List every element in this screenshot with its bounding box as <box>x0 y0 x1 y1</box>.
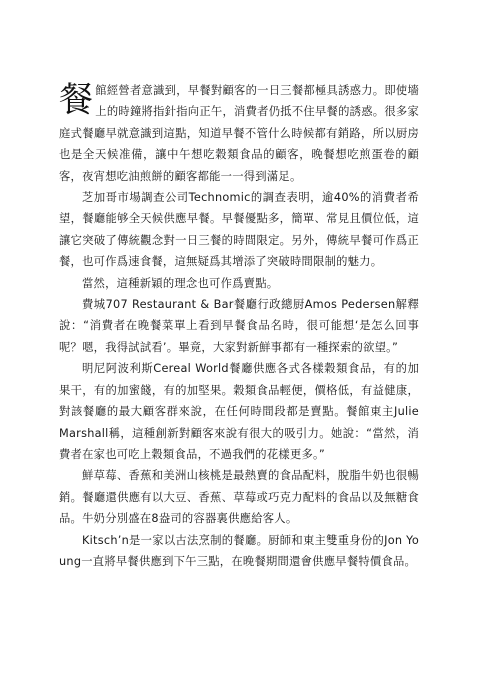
paragraph-technomic: 芝加哥市場調查公司Technomic的調查表明，逾40%的消費者希望，餐廳能够全天候供應早餐。早餐優點多，簡單、常見且價位低，這讓它突破了傳統觀念對一日三餐的時間限定。另外，傳統早餐可作爲正餐，也可作爲速食餐，這無疑爲其增添了突破時間限制的魅力。 <box>59 191 419 269</box>
paragraph-selling-point: 當然，這種新穎的理念也可作爲賣點。 <box>82 276 279 290</box>
paragraph-toppings: 鮮草莓、香蕉和美洲山核桃是最熱賣的食品配料，脫脂牛奶也很暢銷。餐廳還供應有以大豆、香蕉、草莓或巧克力配料的食品以及無糖食品。牛奶分別盛在8盎司的容器裏供應給客人。 <box>59 469 419 526</box>
drop-cap: 餐 <box>59 80 94 120</box>
paragraph-intro-text: 館經營者意識到，早餐對顧客的一日三餐都極具誘惑力。即使墻上的時鐘將指針指向正午，消費者仍抵不住早餐的誘惑。很多家庭式餐廳早就意識到這點，知道早餐不管什么時候都有銷路，所以厨房也是全天候准備，讓中午想吃穀類食品的顧客，晚餐想吃煎蛋卷的顧客，夜宵想吃油煎餅的顧客都能一一得到滿足。 <box>59 84 419 183</box>
paragraph-pedersen-quote: 費城707 Restaurant & Bar餐廳行政總厨Amos Pedersen解釋說：“消費者在晚餐菜單上看到早餐食品名時，很可能想‘是怎么回事呢？嗯，我得試試看’。畢竟，大家對新鮮事都有一種探索的欲望。” <box>59 298 419 354</box>
article-body <box>59 80 419 572</box>
paragraph-cereal-world: 明尼阿波利斯Cereal World餐廳供應各式各樣穀類食品，有的加果干，有的加蜜餞，有的加堅果。穀類食品輕便，價格低，有益健康，對該餐廳的最大顧客群來說，在任何時間段都是賣點。餐館東主Julie Marshall稱，這種創新對顧客來說有很大的吸引力。她說：“當然，消費者在家也可吃上穀類食品，不過我們的花樣更多。” <box>59 362 419 461</box>
paragraph-intro <box>59 80 419 187</box>
paragraph-kitschn: Kitsch’n是一家以古法烹制的餐廳。厨師和東主雙重身份的Jon Young一直將早餐供應到下午三點，在晚餐期間還會供應早餐特價食品。 <box>59 533 419 568</box>
